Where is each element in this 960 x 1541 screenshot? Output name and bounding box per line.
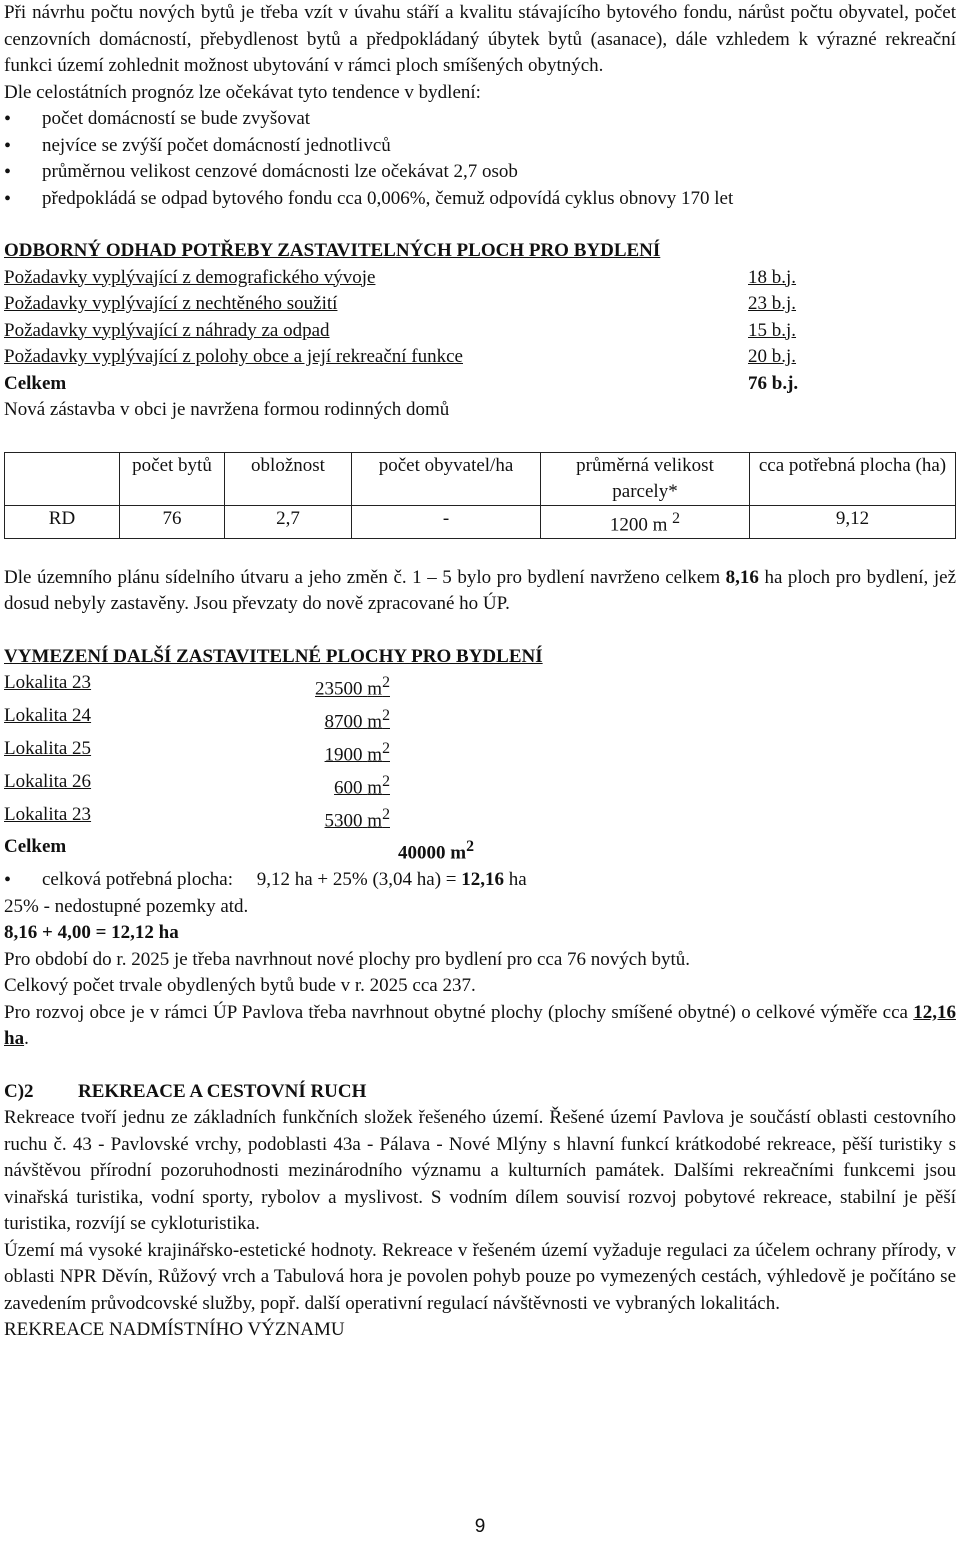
locality-row: Lokalita 23 23500 $m^2$: [4, 672, 390, 700]
list-item: • počet domácností se bude zvyšovat: [4, 106, 956, 133]
list-item: • předpokládá se odpad bytového fondu cca 0,006%, čemuž odpovídá cyklus obnovy 170 let: [4, 186, 956, 213]
text-line: 8,16 + 4,00 = 12,12 ha: [4, 922, 179, 944]
housing-table: [4, 452, 956, 539]
rekreace-subheading: REKREACE NADMÍSTNÍHO VÝZNAMU: [4, 1319, 345, 1341]
prognosis-list: [4, 106, 956, 212]
locality-row: Lokalita 26 600 $m^2$: [4, 770, 390, 799]
table-header-cell: obložnost: [225, 452, 352, 505]
table-header-cell: cca potřebná plocha (ha): [750, 452, 956, 505]
table-cell: 2,7: [225, 505, 352, 538]
locality-total: Celkem 40000 $m^2$: [4, 836, 474, 864]
page-number: 9: [474, 1516, 486, 1537]
text-line: Celkový počet trvale obydlených bytů bude v r. 2025 cca 237.: [4, 975, 476, 997]
table-header-cell: [5, 452, 120, 505]
section-heading-odhad: ODBORNÝ ODHAD POTŘEBY ZASTAVITELNÝCH PLOCH PRO BYDLENÍ: [4, 240, 661, 261]
locality-row: Lokalita 23 5300 $m^2$: [4, 803, 390, 831]
list-item: • nejvíce se zvýší počet domácností jednotlivců: [4, 133, 956, 160]
section-heading-rekreace: C)2 REKREACE A CESTOVNÍ RUCH: [4, 1080, 367, 1102]
requirement-row: Požadavky vyplývající z demografického vývoje 18 b.j.: [4, 266, 797, 288]
table-cell: RD: [5, 505, 120, 538]
requirement-row: Požadavky vyplývající z polohy obce a její rekreační funkce 20 b.j.: [4, 346, 797, 367]
text-line: 25% - nedostupné pozemky atd.: [4, 895, 249, 917]
requirement-row: Požadavky vyplývající z nechtěného soužití 23 b.j.: [4, 293, 797, 314]
table-header-row: [5, 452, 956, 505]
prognosis-intro: Dle celostátních prognóz lze očekávat tyto tendence v bydlení:: [4, 81, 481, 103]
locality-row: Lokalita 24 8700 $m^2$: [4, 705, 390, 733]
rekreace-paragraph: Území má vysoké krajinářsko-estetické hodnoty. Rekreace v řešeném území vyžaduje regulaci za účelem ochrany přírody, v oblasti NPR Děvín, Růžový vrch a Tabulová hora je povolen pohyb pouze po vymezených cestách, výhledově je počítáno se zavedením průvodcovské služby, popř. další operativní regulací návštěvnosti ve vybraných lokalitách.: [4, 1239, 956, 1314]
table-cell: -: [352, 505, 541, 538]
area-list: [4, 867, 956, 894]
text-line: Pro období do r. 2025 je třeba navrhnout nové plochy pro bydlení pro cca 76 nových bytů.: [4, 948, 690, 970]
text-paragraph: Pro rozvoj obce je v rámci ÚP Pavlova třeba navrhnout obytné plochy (plochy smíšené obytné) o celkové výměře cca 12,16 ha.: [4, 1001, 956, 1050]
uzemni-paragraph: Dle územního plánu sídelního útvaru a jeho změn č. 1 – 5 bylo pro bydlení navrženo celkem 8,16 ha ploch pro bydlení, jež dosud nebyly zastavěny. Jsou převzaty do nově zpracované ho ÚP.: [4, 566, 957, 615]
table-header-cell: počet obyvatel/ha: [352, 452, 541, 505]
list-item: • celková potřebná plocha: 9,12 ha + 25% (3,04 ha) = 12,16 ha: [4, 867, 956, 894]
construction-note: Nová zástavba v obci je navržena formou rodinných domů: [4, 399, 450, 420]
intro-paragraph: Při návrhu počtu nových bytů je třeba vzít v úvahu stáří a kvalitu stávajícího bytového fondu, nárůst počtu obyvatel, počet cenzovních domácností, přebydlenost bytů a předpokládaný úbytek bytů (asanace), dále vzhledem k výrazné rekreační funkci území zohlednit možnost ubytování v rámci ploch smíšených obytných.: [4, 2, 956, 76]
table-row: [5, 505, 956, 538]
locality-row: Lokalita 25 1900 $m^2$: [4, 737, 390, 766]
section-heading-vymezeni: VYMEZENÍ DALŠÍ ZASTAVITELNÉ PLOCHY PRO BYDLENÍ: [4, 645, 543, 667]
list-item: • průměrnou velikost cenzové domácnosti lze očekávat 2,7 osob: [4, 159, 956, 186]
table-header-cell: průměrná velikost parcely*: [541, 452, 750, 505]
table-header-cell: počet bytů: [120, 452, 225, 505]
rekreace-paragraph: Rekreace tvoří jednu ze základních funkčních složek řešeného území. Řešené území Pavlova je součástí oblasti cestovního ruchu č. 43 - Pavlovské vrchy, podoblasti 43a - Pálava - Nové Mlýny s hlavní funkcí krátkodobé rekreace, pěší turistiky s návštěvou přírodní pozoruhodnosti mezinárodního významu a kulturních památek. Dalšími rekreačními funkcemi jsou vinařská turistika, vodní sporty, rybolov a myslivost. S vodním dílem souvisí rozvoj pobytové rekreace, stabilní je pěší turistika, rozvíjí se cykloturistika.: [4, 1107, 956, 1235]
requirement-row: Požadavky vyplývající z náhrady za odpad 15 b.j.: [4, 319, 797, 341]
table-cell: 1200 m $^2$: [541, 505, 750, 538]
table-cell: 9,12: [750, 505, 956, 538]
requirement-total: Celkem 76 b.j.: [4, 372, 799, 394]
table-cell: 76: [120, 505, 225, 538]
document-page: [4, 0, 956, 1344]
